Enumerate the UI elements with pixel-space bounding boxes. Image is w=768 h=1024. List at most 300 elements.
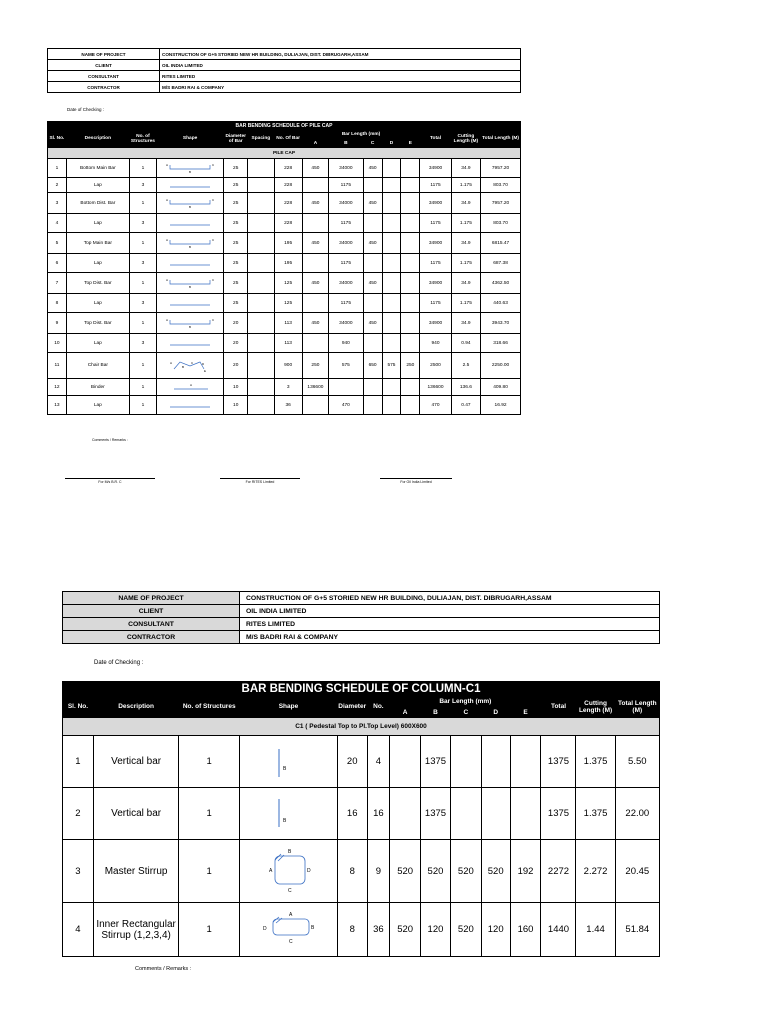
diameter-cell: 25 xyxy=(224,214,248,233)
table-row xyxy=(48,294,521,313)
no-of-bar-cell: 125 xyxy=(274,294,302,313)
spacing-cell xyxy=(248,379,274,396)
sl-cell: 3 xyxy=(48,193,67,214)
spacing-cell xyxy=(248,396,274,415)
shape-cell xyxy=(240,736,338,788)
len-c-cell: 520 xyxy=(450,903,481,957)
total-length-cell: 6815.47 xyxy=(481,233,521,254)
total-cell: 1375 xyxy=(541,788,576,840)
structures-cell: 3 xyxy=(129,214,156,233)
spacing-cell xyxy=(248,273,274,294)
len-e-cell xyxy=(401,396,420,415)
client-label: CLIENT xyxy=(63,605,240,618)
sl-cell: 4 xyxy=(63,903,94,957)
total-length-cell: 803.70 xyxy=(481,178,521,193)
signature-line-3 xyxy=(380,478,452,479)
total-cell: 1440 xyxy=(541,903,576,957)
len-d-cell xyxy=(382,193,401,214)
cutting-length-cell: 0.94 xyxy=(451,334,480,353)
len-d-cell: 520 xyxy=(481,840,510,903)
diameter-cell: 25 xyxy=(224,294,248,313)
len-c-cell: 450 xyxy=(363,313,382,334)
total-length-cell: 440.63 xyxy=(481,294,521,313)
shape-cell xyxy=(157,396,224,415)
structures-cell: 3 xyxy=(129,254,156,273)
len-b-cell: 1175 xyxy=(329,294,364,313)
diameter-cell: 16 xyxy=(337,788,367,840)
total-length-cell: 409.80 xyxy=(481,379,521,396)
hdr-total: Total xyxy=(420,130,451,148)
project-label: NAME OF PROJECT xyxy=(63,592,240,605)
len-d-cell xyxy=(382,334,401,353)
len-c-cell: 520 xyxy=(450,840,481,903)
sl-cell: 3 xyxy=(63,840,94,903)
shape-cell xyxy=(157,379,224,396)
total-cell: 2500 xyxy=(420,353,451,379)
no-of-bar-cell: 4 xyxy=(367,736,390,788)
sl-cell: 10 xyxy=(48,334,67,353)
len-c-cell xyxy=(363,334,382,353)
shape-cell xyxy=(157,334,224,353)
description-cell: Vertical bar xyxy=(93,788,178,840)
bar-shape-diagram xyxy=(164,196,216,210)
hdr-d: D xyxy=(382,139,401,148)
column-rows xyxy=(63,736,660,957)
shape-label: A xyxy=(166,238,169,242)
diameter-cell: 25 xyxy=(224,193,248,214)
len-e-cell: 160 xyxy=(510,903,541,957)
len-e-cell xyxy=(401,193,420,214)
spacing-cell xyxy=(248,233,274,254)
hdr-tot: Total Length (M) xyxy=(481,130,521,148)
shape-label: A xyxy=(289,911,293,918)
client-name: OIL INDIA LIMITED xyxy=(160,60,521,71)
consultant-label: CONSULTANT xyxy=(48,71,160,82)
cutting-length-cell: 1.175 xyxy=(451,294,480,313)
contractor-name: M/S BADRI RAI & COMPANY xyxy=(160,82,521,93)
len-d-cell xyxy=(481,788,510,840)
sl-cell: 7 xyxy=(48,273,67,294)
hdr-desc: Description xyxy=(93,696,178,718)
diameter-cell: 10 xyxy=(224,396,248,415)
pile-cap-rows xyxy=(48,159,521,415)
len-b-cell: 520 xyxy=(421,840,451,903)
cutting-length-cell: 1.175 xyxy=(451,178,480,193)
structures-cell: 1 xyxy=(179,788,240,840)
cutting-length-cell: 34.9 xyxy=(451,193,480,214)
hdr-total: Total xyxy=(541,696,576,718)
len-d-cell xyxy=(382,214,401,233)
hdr-b: B xyxy=(421,707,451,718)
len-c-cell xyxy=(363,254,382,273)
description-cell: Top Dist. Bar xyxy=(66,273,129,294)
structures-cell: 1 xyxy=(179,840,240,903)
diameter-cell: 20 xyxy=(224,334,248,353)
len-b-cell: 1375 xyxy=(421,788,451,840)
hdr-cut: Cutting Length (M) xyxy=(576,696,615,718)
len-a-cell: 450 xyxy=(302,159,328,178)
table-row xyxy=(48,214,521,233)
spacing-cell xyxy=(248,214,274,233)
sl-cell: 5 xyxy=(48,233,67,254)
len-b-cell: 34000 xyxy=(329,159,364,178)
structures-cell: 1 xyxy=(129,313,156,334)
shape-cell xyxy=(157,233,224,254)
total-cell: 2272 xyxy=(541,840,576,903)
bar-shape-diagram xyxy=(164,316,216,330)
no-of-bar-cell: 113 xyxy=(274,313,302,334)
no-of-bar-cell: 228 xyxy=(274,159,302,178)
shape-cell xyxy=(157,294,224,313)
sl-cell: 6 xyxy=(48,254,67,273)
date-of-checking-2: Date of Checking : xyxy=(94,660,144,666)
structures-cell: 1 xyxy=(129,379,156,396)
len-a-cell: 450 xyxy=(302,313,328,334)
len-c-cell xyxy=(363,214,382,233)
comments-label-1: Comments / Remarks : xyxy=(92,438,128,442)
shape-label: B xyxy=(311,924,315,931)
description-cell: Lap xyxy=(66,214,129,233)
no-of-bar-cell: 195 xyxy=(274,254,302,273)
table-row xyxy=(48,254,521,273)
shape-label: C xyxy=(191,360,194,365)
cutting-length-cell: 136.6 xyxy=(451,379,480,396)
hdr-cut: Cutting Length (M) xyxy=(451,130,480,148)
bar-shape-diagram xyxy=(164,236,216,250)
project-name: CONSTRUCTION OF G+5 STORIED NEW HR BUILDING, DULIAJAN, DIST. DIBRUGARH,ASSAM xyxy=(240,592,660,605)
table-row xyxy=(63,840,660,903)
spacing-cell xyxy=(248,313,274,334)
len-a-cell xyxy=(302,294,328,313)
hdr-e: E xyxy=(510,707,541,718)
len-b-cell: 575 xyxy=(329,353,364,379)
sl-cell: 1 xyxy=(48,159,67,178)
bar-shape-diagram xyxy=(164,296,216,310)
shape-cell xyxy=(240,840,338,903)
shape-label: B xyxy=(189,285,192,289)
project-info-table-1 xyxy=(47,48,521,93)
len-b-cell: 1175 xyxy=(329,254,364,273)
len-c-cell: 450 xyxy=(363,233,382,254)
cutting-length-cell: 1.175 xyxy=(451,254,480,273)
hdr-tot: Total Length (M) xyxy=(615,696,659,718)
hdr-barlen: Bar Length (mm) xyxy=(302,130,419,139)
cutting-length-cell: 34.9 xyxy=(451,273,480,294)
shape-label: D xyxy=(263,925,268,932)
total-length-cell: 7957.20 xyxy=(481,193,521,214)
len-c-cell xyxy=(450,788,481,840)
len-a-cell: 520 xyxy=(390,840,421,903)
cutting-length-cell: 0.47 xyxy=(451,396,480,415)
hdr-barlen: Bar Length (mm) xyxy=(390,696,541,707)
description-cell: Binder xyxy=(66,379,129,396)
no-of-bar-cell: 228 xyxy=(274,214,302,233)
cutting-length-cell: 2.272 xyxy=(576,840,615,903)
len-b-cell xyxy=(329,379,364,396)
total-cell: 1175 xyxy=(420,294,451,313)
len-e-cell xyxy=(401,254,420,273)
diameter-cell: 20 xyxy=(337,736,367,788)
diameter-cell: 25 xyxy=(224,254,248,273)
consultant-name: RITES LIMITED xyxy=(240,618,660,631)
signature-line-2 xyxy=(220,478,300,479)
no-of-bar-cell: 36 xyxy=(274,396,302,415)
consultant-label: CONSULTANT xyxy=(63,618,240,631)
cutting-length-cell: 2.5 xyxy=(451,353,480,379)
sl-cell: 1 xyxy=(63,736,94,788)
spacing-cell xyxy=(248,334,274,353)
shape-label: D xyxy=(202,361,205,366)
date-of-checking-1: Date of Checking : xyxy=(67,107,105,112)
description-cell: Inner Rectangular Stirrup (1,2,3,4) xyxy=(93,903,178,957)
shape-label: B xyxy=(283,817,287,824)
pile-cap-title: BAR BENDING SCHEDULE OF PILE CAP xyxy=(48,122,521,130)
len-b-cell: 1375 xyxy=(421,736,451,788)
len-d-cell xyxy=(382,159,401,178)
total-cell: 34900 xyxy=(420,233,451,254)
table-row xyxy=(63,903,660,957)
sl-cell: 9 xyxy=(48,313,67,334)
sl-cell: 12 xyxy=(48,379,67,396)
shape-label: A xyxy=(166,318,169,322)
bar-shape-diagram xyxy=(243,905,333,955)
table-row xyxy=(48,178,521,193)
no-of-bar-cell: 36 xyxy=(367,903,390,957)
total-cell: 1175 xyxy=(420,178,451,193)
len-d-cell xyxy=(481,736,510,788)
bar-shape-diagram xyxy=(164,161,216,175)
description-cell: Master Stirrup xyxy=(93,840,178,903)
len-d-cell xyxy=(382,379,401,396)
no-of-bar-cell: 125 xyxy=(274,273,302,294)
signature-caption-2: For RITES Limited xyxy=(245,480,275,484)
hdr-nos: No. of Structures xyxy=(179,696,240,718)
len-d-cell xyxy=(382,178,401,193)
shape-cell xyxy=(157,353,224,379)
description-cell: Lap xyxy=(66,254,129,273)
description-cell: Lap xyxy=(66,334,129,353)
structures-cell: 3 xyxy=(129,294,156,313)
len-a-cell: 520 xyxy=(390,903,421,957)
table-row xyxy=(63,736,660,788)
len-c-cell: 450 xyxy=(363,273,382,294)
len-c-cell xyxy=(363,178,382,193)
total-length-cell: 22.00 xyxy=(615,788,659,840)
len-b-cell: 34000 xyxy=(329,193,364,214)
total-length-cell: 687.38 xyxy=(481,254,521,273)
sl-cell: 11 xyxy=(48,353,67,379)
shape-label: B xyxy=(182,364,185,369)
client-label: CLIENT xyxy=(48,60,160,71)
table-row xyxy=(48,353,521,379)
len-e-cell xyxy=(401,294,420,313)
column-title: BAR BENDING SCHEDULE OF COLUMN-C1 xyxy=(63,682,660,696)
table-row xyxy=(48,159,521,178)
pile-cap-schedule-table xyxy=(47,121,521,415)
len-a-cell: 450 xyxy=(302,233,328,254)
len-d-cell: 120 xyxy=(481,903,510,957)
shape-label: E xyxy=(204,368,207,373)
len-a-cell xyxy=(390,788,421,840)
shape-label: C xyxy=(212,163,215,167)
shape-cell xyxy=(157,214,224,233)
hdr-sl: Sl. No. xyxy=(63,696,94,718)
shape-label: C xyxy=(288,888,293,894)
bar-shape-diagram xyxy=(243,789,333,839)
total-cell: 1375 xyxy=(541,736,576,788)
column-schedule-table xyxy=(62,681,660,957)
structures-cell: 1 xyxy=(179,903,240,957)
structures-cell: 1 xyxy=(129,353,156,379)
diameter-cell: 25 xyxy=(224,233,248,254)
total-length-cell: 5.50 xyxy=(615,736,659,788)
hdr-c: C xyxy=(450,707,481,718)
hdr-spacing: Spacing xyxy=(248,130,274,148)
spacing-cell xyxy=(248,294,274,313)
column-section: C1 ( Pedestal Top to Pl.Top Level) 600X600 xyxy=(63,718,660,736)
len-e-cell xyxy=(510,736,541,788)
total-length-cell: 318.66 xyxy=(481,334,521,353)
total-length-cell: 16.92 xyxy=(481,396,521,415)
len-c-cell: 450 xyxy=(363,193,382,214)
shape-label: A xyxy=(166,198,169,202)
hdr-nos: No. of Structures xyxy=(129,130,156,148)
table-row xyxy=(63,788,660,840)
len-d-cell xyxy=(382,273,401,294)
total-cell: 470 xyxy=(420,396,451,415)
bar-shape-diagram xyxy=(164,276,216,290)
no-of-bar-cell: 16 xyxy=(367,788,390,840)
len-c-cell xyxy=(363,294,382,313)
contractor-name: M/S BADRI RAI & COMPANY xyxy=(240,631,660,644)
hdr-shape: Shape xyxy=(157,130,224,148)
description-cell: Bottom Dist. Bar xyxy=(66,193,129,214)
shape-label: D xyxy=(307,868,312,874)
shape-label: A xyxy=(170,360,173,365)
description-cell: Lap xyxy=(66,178,129,193)
signature-caption-1: For M/s B.R. C xyxy=(98,480,122,484)
project-info-table-2 xyxy=(62,591,660,644)
shape-cell xyxy=(157,159,224,178)
total-cell: 34900 xyxy=(420,313,451,334)
diameter-cell: 25 xyxy=(224,273,248,294)
len-c-cell: 650 xyxy=(363,353,382,379)
len-b-cell: 34000 xyxy=(329,233,364,254)
shape-cell xyxy=(240,788,338,840)
no-of-bar-cell: 228 xyxy=(274,178,302,193)
len-b-cell: 34000 xyxy=(329,313,364,334)
client-name: OIL INDIA LIMITED xyxy=(240,605,660,618)
shape-label: A xyxy=(269,868,273,874)
sl-cell: 2 xyxy=(63,788,94,840)
shape-label: C xyxy=(212,278,215,282)
len-e-cell xyxy=(401,159,420,178)
signature-line-1 xyxy=(65,478,155,479)
len-b-cell: 1175 xyxy=(329,214,364,233)
sl-cell: 2 xyxy=(48,178,67,193)
table-row xyxy=(48,193,521,214)
hdr-nobar: No. Of Bar xyxy=(274,130,302,148)
bar-shape-diagram xyxy=(243,846,333,896)
len-b-cell: 940 xyxy=(329,334,364,353)
no-of-bar-cell: 228 xyxy=(274,193,302,214)
bar-shape-diagram xyxy=(164,178,216,192)
hdr-c: C xyxy=(363,139,382,148)
table-row xyxy=(48,379,521,396)
shape-cell xyxy=(157,273,224,294)
total-length-cell: 803.70 xyxy=(481,214,521,233)
no-of-bar-cell: 113 xyxy=(274,334,302,353)
len-b-cell: 34000 xyxy=(329,273,364,294)
len-d-cell xyxy=(382,294,401,313)
structures-cell: 1 xyxy=(129,159,156,178)
shape-label: A xyxy=(190,383,193,387)
cutting-length-cell: 1.44 xyxy=(576,903,615,957)
len-e-cell xyxy=(401,214,420,233)
len-a-cell: 136600 xyxy=(302,379,328,396)
len-e-cell xyxy=(401,233,420,254)
hdr-no: No. xyxy=(367,696,390,718)
len-e-cell xyxy=(401,178,420,193)
description-cell: Vertical bar xyxy=(93,736,178,788)
len-a-cell: 450 xyxy=(302,273,328,294)
len-a-cell xyxy=(302,334,328,353)
len-b-cell: 120 xyxy=(421,903,451,957)
cutting-length-cell: 1.175 xyxy=(451,214,480,233)
hdr-desc: Description xyxy=(66,130,129,148)
bar-shape-diagram xyxy=(164,256,216,270)
total-cell: 136600 xyxy=(420,379,451,396)
table-row xyxy=(48,334,521,353)
diameter-cell: 10 xyxy=(224,379,248,396)
total-cell: 34900 xyxy=(420,193,451,214)
len-c-cell: 450 xyxy=(363,159,382,178)
len-e-cell xyxy=(510,788,541,840)
spacing-cell xyxy=(248,254,274,273)
total-length-cell: 51.84 xyxy=(615,903,659,957)
len-d-cell xyxy=(382,313,401,334)
hdr-e: E xyxy=(401,139,420,148)
len-c-cell xyxy=(450,736,481,788)
spacing-cell xyxy=(248,159,274,178)
len-a-cell xyxy=(302,178,328,193)
description-cell: Lap xyxy=(66,294,129,313)
total-cell: 34900 xyxy=(420,159,451,178)
total-length-cell: 20.45 xyxy=(615,840,659,903)
diameter-cell: 8 xyxy=(337,840,367,903)
structures-cell: 3 xyxy=(129,334,156,353)
description-cell: Bottom Main Bar xyxy=(66,159,129,178)
no-of-bar-cell: 3 xyxy=(274,379,302,396)
diameter-cell: 20 xyxy=(224,353,248,379)
description-cell: Chair Bar xyxy=(66,353,129,379)
structures-cell: 1 xyxy=(129,396,156,415)
hdr-a: A xyxy=(302,139,328,148)
shape-cell xyxy=(240,903,338,957)
structures-cell: 3 xyxy=(129,178,156,193)
shape-cell xyxy=(157,178,224,193)
len-d-cell xyxy=(382,396,401,415)
len-e-cell xyxy=(401,334,420,353)
len-c-cell xyxy=(363,379,382,396)
shape-label: B xyxy=(189,205,192,209)
structures-cell: 1 xyxy=(129,273,156,294)
structures-cell: 1 xyxy=(129,193,156,214)
shape-label: B xyxy=(189,325,192,329)
total-length-cell: 2250.00 xyxy=(481,353,521,379)
contractor-label: CONTRACTOR xyxy=(63,631,240,644)
len-e-cell: 250 xyxy=(401,353,420,379)
